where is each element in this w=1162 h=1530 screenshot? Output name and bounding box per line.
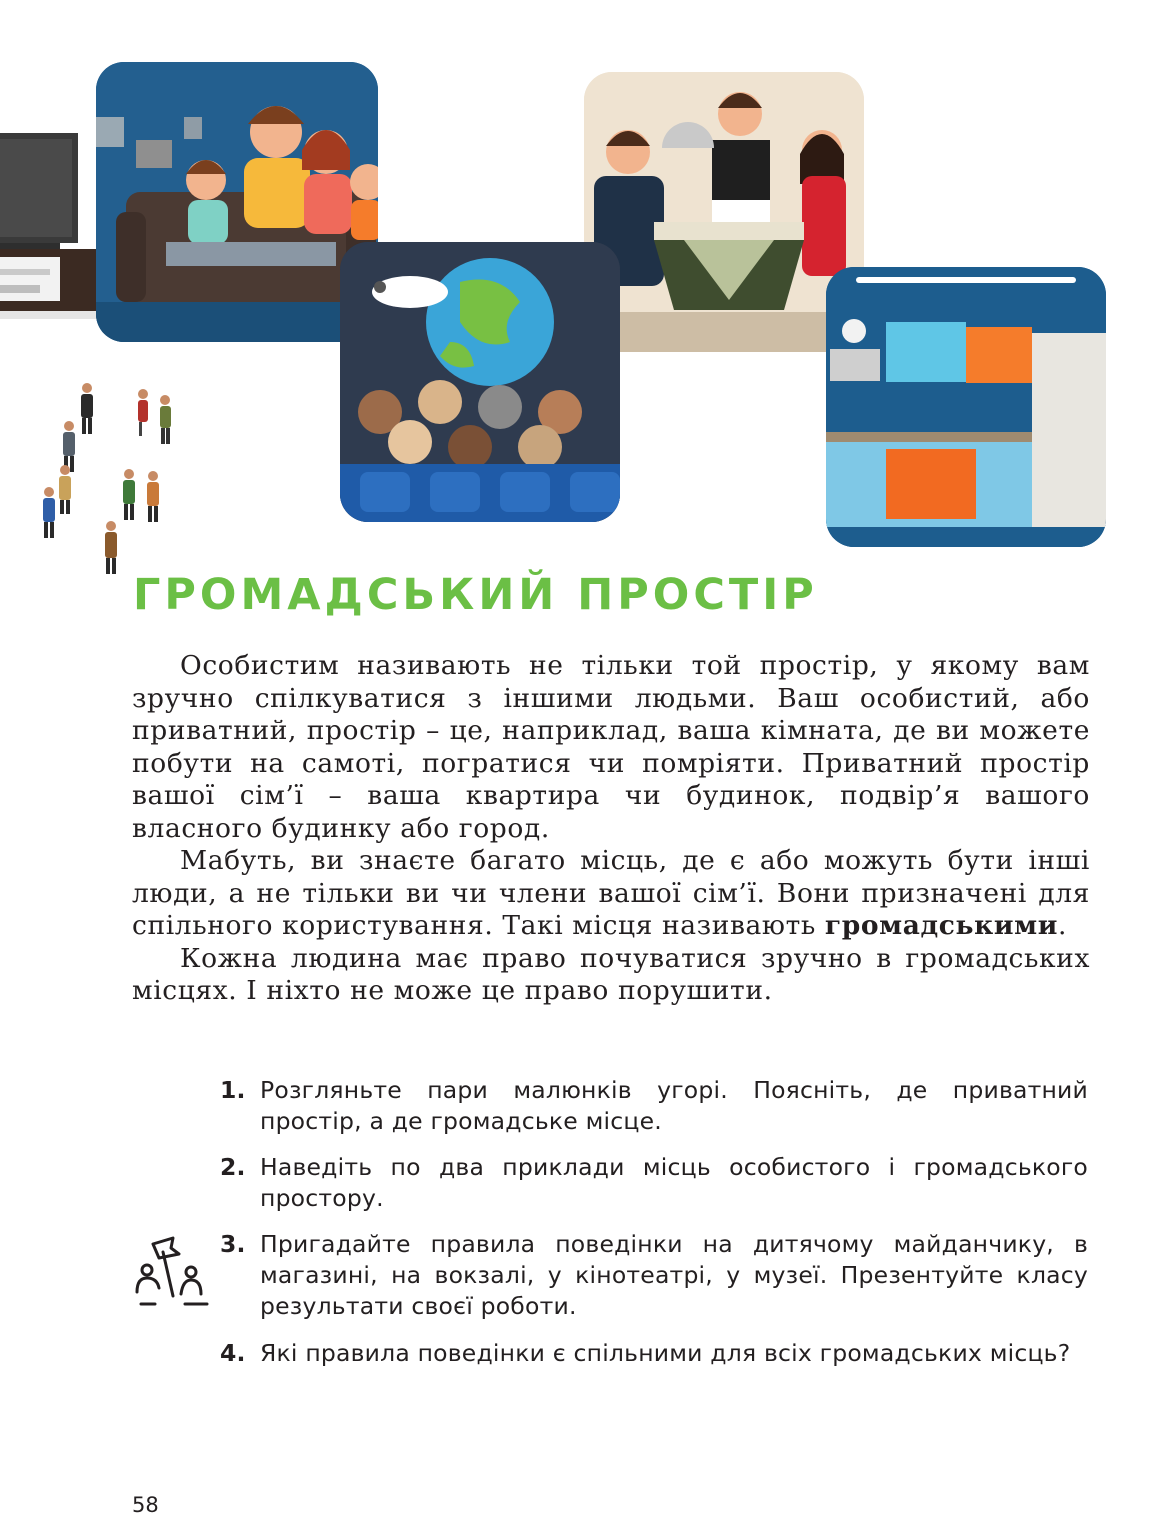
task-text: Розгляньте пари малюнків угорі. Поясніть, де приватний простір, а де громадське місце. [260, 1076, 1088, 1135]
cinema-illustration [340, 242, 620, 522]
family-living-room-illustration [96, 62, 378, 342]
task-number: 1. [220, 1076, 246, 1104]
paragraph-2: Мабуть, ви знаєте багато місць, де є або можуть бути інші люди, а не тільки ви чи члени вашої сім’ї. Вони призначені для спільного користування. Такі місця називають громадськими. [132, 845, 1090, 941]
body-text [132, 650, 1090, 1008]
task-number: 2. [220, 1153, 246, 1181]
task-text: Які правила поведінки є спільними для всіх громадських місць? [260, 1339, 1071, 1367]
task-item-2 [220, 1152, 1088, 1214]
group-work-icon [133, 1232, 213, 1308]
task-number: 3. [220, 1230, 246, 1258]
task-item-3 [220, 1229, 1088, 1322]
page-number: 58 [132, 1493, 159, 1517]
paragraph-1: Особистим називають не тільки той простір, у якому вам зручно спілкуватися з іншими людьми. Ваш особистий, або приватний, простір – це, наприклад, ваша кімната, де ви можете побути на самоті, погратися чи помріяти. Приватний простір вашої сім’ї – ваша квартира чи будинок, подвір’я вашого власного будинку або город. [132, 650, 1090, 844]
task-text: Наведіть по два приклади місць особистого і громадського простору. [260, 1153, 1088, 1212]
task-text: Пригадайте правила поведінки на дитячому майданчику, в магазині, на вокзалі, у кінотеатрі, у музеї. Презентуйте класу результати своєї роботи. [260, 1230, 1088, 1320]
crowd-illustration [35, 380, 185, 580]
task-item-4 [220, 1338, 1088, 1369]
task-item-1 [220, 1075, 1088, 1137]
bold-term: громадськими [824, 910, 1058, 941]
restaurant-illustration [584, 72, 864, 352]
tv-stand-illustration [0, 125, 110, 325]
kitchen-illustration [826, 267, 1106, 547]
task-number: 4. [220, 1339, 246, 1367]
page-title: ГРОМАДСЬКИЙ ПРОСТІР [133, 570, 818, 620]
paragraph-3: Кожна людина має право почуватися зручно в громадських місцях. І ніхто не може це право порушити. [132, 942, 1090, 1006]
